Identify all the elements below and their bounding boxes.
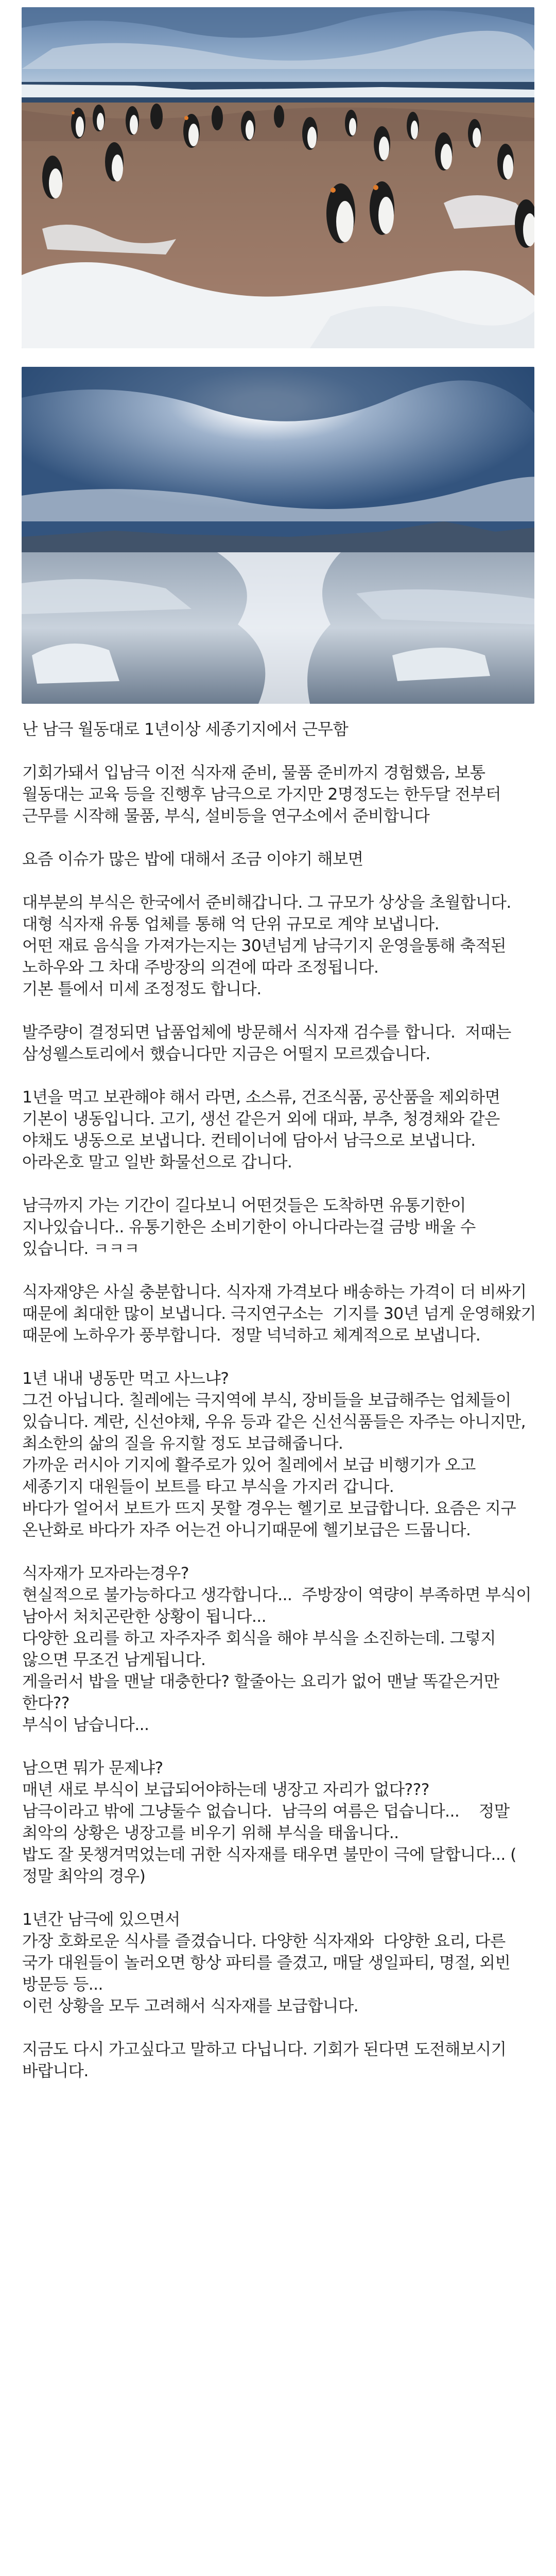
article-paragraph: 요즘 이슈가 많은 밥에 대해서 조금 이야기 해보면 [22, 850, 363, 869]
article-paragraph: 1년을 먹고 보관해야 해서 라면, 소스류, 건조식품, 공산품을 제외하면 기본이 냉동입니다. 고기, 생선 같은거 외에 대파, 부추, 청경채와 같은 야채도 냉동으로 보냅니다. 컨테이너에 담아서 남극으로 보냅니다. 아라온호 말고 일반 화물선으로 갑니다. [22, 1088, 505, 1172]
article-paragraph: 남극까지 가는 기간이 길다보니 어떤것들은 도착하면 유통기한이 지나있습니다.. 유통기한은 소비기한이 아니다라는걸 금방 배울 수 있습니다. ㅋㅋㅋ [22, 1196, 481, 1258]
article-body [22, 719, 541, 2104]
article-paragraph: 지금도 다시 가고싶다고 말하고 다닙니다. 기회가 된다면 도전해보시기 바랍니다. [22, 2040, 511, 2080]
antarctic-sea-sunlight-photo [22, 367, 534, 704]
article-paragraph: 식자재양은 사실 충분합니다. 식자재 가격보다 배송하는 가격이 더 비싸기 때문에 최대한 많이 보냅니다. 극지연구소는 기지를 30년 넘게 운영해왔기 때문에 노하우가 풍부합니다. 정말 넉넉하고 체계적으로 보냅니다. [22, 1283, 541, 1345]
article-paragraph: 남으면 뭐가 문제냐? 매년 새로 부식이 보급되어야하는데 냉장고 자리가 없다??? 남극이라고 밖에 그냥둘수 없습니다. 남극의 여름은 덥습니다... 정말 최악의 상황은 냉장고를 비우기 위해 부식을 태웁니다.. 밥도 잘 못챙겨먹었는데 귀한 식자재를 태우면 불만이 극에 달합니다... ( 정말 최악의 경우) [22, 1759, 516, 1886]
penguin-colony-photo [22, 7, 534, 348]
article-paragraph: 난 남극 월동대로 1년이상 세종기지에서 근무함 [22, 720, 349, 739]
article-paragraph: 1년간 남극에 있으면서 가장 호화로운 식사를 즐겼습니다. 다양한 식자재와 다양한 요리, 다른 국가 대원들이 놀러오면 항상 파티를 즐겼고, 매달 생일파티, 명절, 외빈 방문등 등... 이런 상황을 모두 고려해서 식자재를 보급합니다. [22, 1910, 511, 2015]
article-paragraph: 대부분의 부식은 한국에서 준비해갑니다. 그 규모가 상상을 초월합니다. 대형 식자재 유통 업체를 통해 억 단위 규모로 계약 보냅니다. 어떤 재료 음식을 가져가는지는 30년넘게 남극기지 운영을통해 축적된 노하우와 그 차대 주방장의 의견에 따라 조정됩니다. 기본 틀에서 미세 조정정도 합니다. [22, 893, 511, 998]
article-paragraph: 기회가돼서 입남극 이전 식자재 준비, 물품 준비까지 경험했음, 보통 월동대는 교육 등을 진행후 남극으로 가지만 2명정도는 한두달 전부터 근무를 시작해 물품, 부식, 설비등을 연구소에서 준비합니다 [22, 764, 506, 825]
article-paragraph: 발주량이 결정되면 납품업체에 방문해서 식자재 검수를 합니다. 저때는 삼성웰스토리에서 했습니다만 지금은 어떨지 모르겠습니다. [22, 1023, 516, 1063]
article-paragraph: 1년 내내 냉동만 먹고 사느냐? 그건 아닙니다. 칠레에는 극지역에 부식, 장비들을 보급해주는 업체들이 있습니다. 계란, 신선야채, 우유 등과 같은 신선식품들은 자주는 아니지만, 최소한의 삶의 질을 유지할 정도 보급해줍니다. 가까운 러시아 기지에 활주로가 있어 칠레에서 보급 비행기가 오고 세종기지 대원들이 보트를 타고 부식을 가지러 갑니다. 바다가 얼어서 보트가 뜨지 못할 경우는 헬기로 보급합니다. 요즘은 지구 온난화로 바다가 자주 어는건 아니기때문에 헬기보급은 드뭅니다. [22, 1369, 526, 1539]
article-paragraph: 식자재가 모자라는경우? 현실적으로 불가능하다고 생각합니다... 주방장이 역량이 부족하면 부식이 남아서 처치곤란한 상황이 됩니다... 다양한 요리를 하고 자주자주 회식을 해야 부식을 소진하는데. 그렇지 않으면 무조건 남게됩니다. 게을러서 밥을 맨날 대충한다? 할줄아는 요리가 없어 맨날 똑같은거만 한다?? 부식이 남습니다... [22, 1564, 532, 1734]
